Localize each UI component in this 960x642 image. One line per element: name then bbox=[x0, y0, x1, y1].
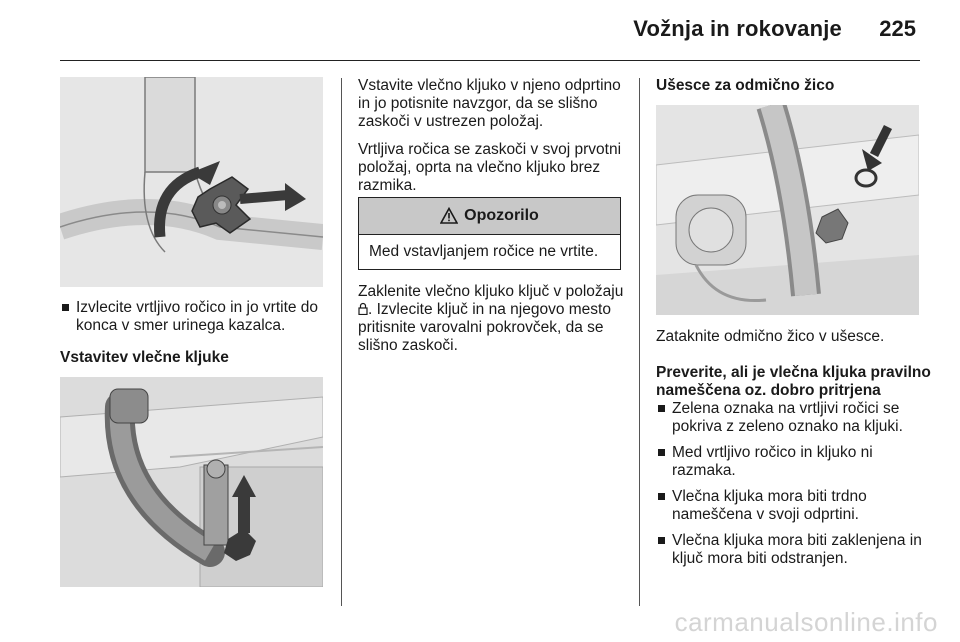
section-heading-eyelet: Ušesce za odmično žico bbox=[656, 77, 835, 94]
bullet-marker-icon bbox=[62, 304, 69, 311]
warning-box bbox=[358, 197, 621, 270]
bullet-text: Med vrtljivo ročico in kljuko ni razmaka. bbox=[672, 444, 873, 479]
list-item bbox=[656, 444, 926, 480]
page-title: Vožnja in rokovanje bbox=[633, 16, 842, 41]
page-number: 225 bbox=[879, 16, 916, 41]
warning-header bbox=[359, 198, 620, 235]
rotating-handle-illustration bbox=[60, 77, 323, 287]
bullet-marker-icon bbox=[658, 493, 665, 500]
figure-insert-towbar bbox=[60, 377, 323, 587]
warning-triangle-icon bbox=[440, 207, 458, 225]
instruction-lock bbox=[358, 283, 628, 355]
column-divider-right bbox=[639, 78, 640, 606]
eyelet-illustration bbox=[656, 105, 919, 315]
section-heading-insert: Vstavitev vlečne kljuke bbox=[60, 349, 229, 366]
check-list bbox=[656, 400, 926, 576]
bullet-marker-icon bbox=[658, 537, 665, 544]
lock-symbol-icon bbox=[358, 302, 368, 315]
instruction-eyelet: Zataknite odmično žico v ušesce. bbox=[656, 328, 885, 345]
bullet-text: Izvlecite vrtljivo ročico in jo vrtite do konca v smer urinega kazalca. bbox=[76, 299, 319, 334]
warning-title: Opozorilo bbox=[464, 207, 539, 224]
section-heading-check: Preverite, ali je vlečna kljuka pravilno nameščena oz. dobro pritrjena bbox=[656, 364, 931, 399]
watermark: carmanualsonline.info bbox=[674, 607, 938, 637]
figure-eyelet bbox=[656, 105, 919, 315]
figure-rotating-handle bbox=[60, 77, 323, 287]
bullet-text: Vlečna kljuka mora biti trdno nameščena v svoji odprtini. bbox=[672, 488, 867, 523]
bullet-text: Vlečna kljuka mora biti zaklenjena in ključ mora biti odstranjen. bbox=[672, 532, 922, 567]
header-rule bbox=[60, 60, 920, 61]
lock-text-end: . Izvlecite ključ in na njegovo mesto pritisnite varovalni pokrovček, da se slišno zaskoči. bbox=[358, 301, 611, 354]
instruction-insert: Vstavite vlečno kljuko v njeno odprtino in jo potisnite navzgor, da se slišno zaskoči v ustrezen položaj. bbox=[358, 77, 621, 130]
bullet-marker-icon bbox=[658, 449, 665, 456]
list-item bbox=[656, 400, 926, 436]
instruction-handle-snap: Vrtljiva ročica se zaskoči v svoj prvotni položaj, oprta na vlečno kljuko brez razmika. bbox=[358, 141, 622, 194]
warning-text: Med vstavljanjem ročice ne vrtite. bbox=[369, 243, 599, 260]
list-item bbox=[656, 532, 926, 568]
list-item bbox=[60, 299, 330, 335]
insert-towbar-illustration bbox=[60, 377, 323, 587]
list-item bbox=[656, 488, 926, 524]
bullet-text: Zelena oznaka na vrtljivi ročici se pokriva z zeleno oznako na kljuki. bbox=[672, 400, 903, 435]
bullet-marker-icon bbox=[658, 405, 665, 412]
column-divider-left bbox=[341, 78, 342, 606]
lock-text-start: Zaklenite vlečno kljuko ključ v položaju bbox=[358, 283, 624, 300]
